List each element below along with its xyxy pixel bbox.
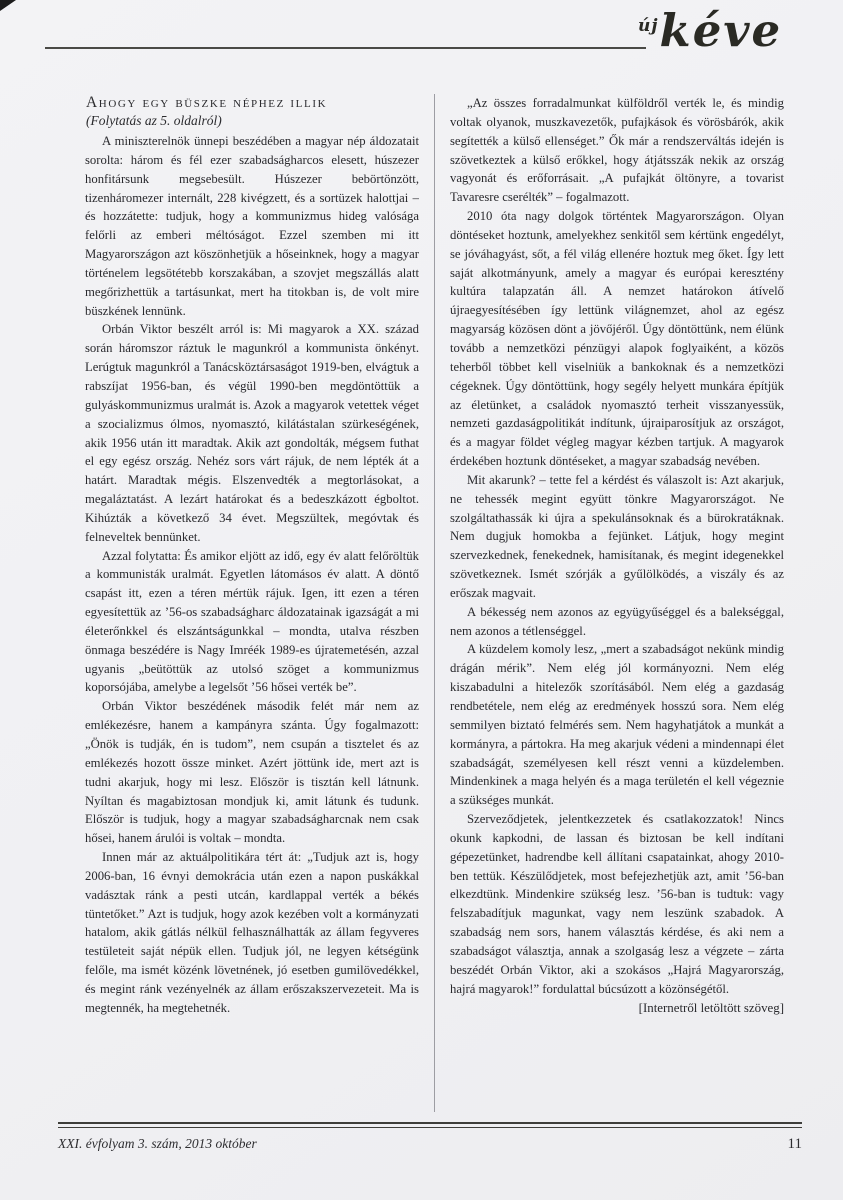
left-column	[85, 94, 419, 1112]
issue-info: XXI. évfolyam 3. szám, 2013 október	[58, 1136, 257, 1151]
article-body	[85, 94, 785, 1112]
magazine-logo	[638, 4, 783, 57]
footer-double-rule	[58, 1122, 802, 1128]
paragraph: Azzal folytatta: És amikor eljött az idő, egy év alatt felőröltük a kommunisták uralmát. Egyetlen látomásos év alatt. A döntő csapást itt, ezen a téren mértük rájuk. Igen, itt ezen a téren egyesítettük az ’56-os szabadságharc áldozatainak igazságát a mi életerőnkkel és elszántságunkkal – mondta, utalva részben önmaga beszédére is Nagy Imréék 1989-es újratemetésén, azzal ugyanis „beütöttük az utolsó szöget a kommunizmus koporsójába, amelybe a legelsőt ’56 hősei verték be”.	[85, 548, 419, 695]
right-column	[450, 94, 784, 1112]
scan-corner-artifact	[0, 0, 16, 11]
masthead-rule	[45, 47, 646, 49]
paragraph: 2010 óta nagy dolgok történtek Magyarországon. Olyan döntéseket hoztunk, amelyekhez senkitől sem kértünk engedélyt, se jóváhagyást, sőt, a fél világ ellenére hoztuk meg őket. Így lett saját alkotmányunk, amely a magyar és európai keresztény kultúra talapzatán áll. A nemzet határokon átívelő újraegyesítésében így lettünk világnemzet, ahol az egész magyarság közösen dönt a jövőjéről. Úgy döntöttünk, nem élünk tovább a nemzetközi pénzügyi alapok foglyaiként, a közös teherből többet kell viselniük a bankoknak és a nemzetközi cégeknek. Úgy döntöttünk, hogy segély helyett munkára építjük az életünket, a családok nyomasztó terheit visszanyessük, nemzeti gazdaságpolitikát indítunk, újraiparosítjuk az országot, és a magyar földet végleg magyar kézben tartjuk. A magyarok érdekében hoztunk döntéseket, a magyar szabadság nevében.	[450, 209, 784, 469]
paragraph: Orbán Viktor beszélt arról is: Mi magyarok a XX. század során háromszor ráztuk le magunkról a kommunista önkényt. Lerúgtuk magunkról a Tanácsköztársaságot 1919-ben, elvágtuk a rabszíjat 1956-ban, és végül 1990-ben megdöntöttük a gulyáskommunizmus uralmát is. Azok a magyarok vetettek véget a szocializmus ólmos, nyomasztó, kilátástalan szürkeségének, akik 1956 után itt maradtak. Akik azt gondolták, mégsem futhat el egy egész ország. Nehéz sors várt rájuk, de nem lépték át a határt. Maradtak mégis. Elszenvedték a megtorlásokat, a megaláztatást. A lezárt határokat és a bedeszkázott égboltot. Kihúzták a következő 34 évet. Megszültek, megóvtak és felneveltek bennünket.	[85, 322, 419, 544]
paragraph: Szerveződjetek, jelentkezzetek és csatlakozzatok! Nincs okunk kapkodni, de lassan és biztosan be kell indítani gépezetünket, hadrendbe kell állítani csapatainkat, ahogy 2010-ben tettük. Készülődjetek, most befejezhetjük azt, amit ’56-ban elkezdtünk. Mindenkire szükség lesz. ’56-ban is tudtuk: vagy felszabadítjuk magunkat, vagy nem leszünk szabadok. A szabadság nem sors, hanem választás kérdése, és aki nem a szabadságot választja, annak a szolgaság lesz a végzete – zárta beszédét Orbán Viktor, aki a szokásos „Hajrá Magyarország, hajrá magyarok!” fordulattal búcsúzott a közönségétől.	[450, 812, 784, 996]
paragraph: Mit akarunk? – tette fel a kérdést és válaszolt is: Azt akarjuk, ne tehessék megint együtt tönkre Magyarországot. Ne szolgáltathassák ki újra a spekulánsoknak és a bürokratáknak. Nem dugjuk homokba a fejünket. Látjuk, hogy megint szervezkednek, fenekednek, hamisítanak, és megint idegenekkel szövetkeznek. Ismét szórják a gyűlölködés, a viszály és az erőszak magvait.	[450, 472, 784, 600]
source-credit: [Internetről letöltött szöveg]	[638, 1000, 784, 1015]
paragraph: Innen már az aktuálpolitikára tért át: „Tudjuk azt is, hogy 2006-ban, 16 évnyi demokrácia után ezen a napon puskákkal vadásztak ránk a pesti utcán, kardlappal verték a békés tüntetőket.” Azt is tudjuk, hogy azok kezében volt a kormányzati hatalom, akik gátlás nélkül felhasználhatták az állam fegyveres testületeit saját népük ellen. Tudjuk jól, ne legyen kétségünk felőle, ma ismét közénk lövetnének, jó esetben gumilövedékkel, és megint ránk vezényelnék az állam erőszakszervezeteit. Ma is megtennék, ha megtehetnék.	[85, 850, 419, 1015]
page-number: 11	[787, 1136, 802, 1152]
logo-prefix-text: új	[638, 16, 659, 36]
paragraph: A miniszterelnök ünnepi beszédében a magyar nép áldozatait sorolta: három és fél ezer szabadságharcos elesett, húszezer honfitársunk megsebesült. Húszezer bebörtönzött, tizenháromezer internált, 228 kivégzett, és a sortüzek halottjai – és hozzátette: tudjuk, hogy a kommunizmus hideg valósága felőrli az emberi méltóságot. Ezzel szemben mi itt Magyarországon azt köszönhetjük a hőseinknek, hogy a magyar történelem legsötétebb korszakában, a szovjet megszállás alatt megőrizhettük a tartásunkat, mert ha titokban is, de volt mire büszkének lennünk.	[85, 134, 419, 318]
paragraph: A békesség nem azonos az együgyűséggel és a balekséggal, nem azonos a tétlenséggel.	[450, 604, 784, 638]
column-divider-rule	[434, 94, 435, 1112]
paragraph: „Az összes forradalmunkat külföldről verték le, és mindig voltak olyanok, muszkavezetők, pufajkások és vörösbárók, akik segítették a külső ellenséget.” Ők már a rendszerváltás idején is szövetkeztek a külső erőkkel, hogy átjátsszák nekik az ország vagyonát és erőforrásait. „A pufajkát öltönyre, a tovarist Tavaresre cserélték” – fogalmazott.	[450, 96, 784, 205]
continuation-note: (Folytatás az 5. oldalról)	[86, 113, 222, 128]
footer-row	[58, 1136, 802, 1153]
logo-main-text: kéve	[659, 4, 783, 57]
paragraph: A küzdelem komoly lesz, „mert a szabadságot nekünk mindig drágán mérik”. Nem elég jól kormányozni. Nem elég kiszabadulni a hitelezők szorításából. Nem elég a gazdaság rendbetétele, nem elég az eredmények hosszú sora. Nem elég semmilyen biztató felmérés sem. Nem hagyhatjátok a munkát a kormányra, a pártokra. Ha meg akarjuk védeni a mindennapi élet szabadságát, személyesen kell részt venni a küzdelemben. Mindenkinek a maga helyén és a maga területén el kell végeznie a szükséges munkát.	[450, 642, 784, 808]
paragraph: Orbán Viktor beszédének második felét már nem az emlékezésre, hanem a kampányra szánta. Úgy fogalmazott: „Önök is tudják, én is tudom”, nem csupán a tisztelet és az emlékezés hozott össze minket. Azért jöttünk ide, mert azt is tudni akarjuk, hogy mi lesz. Először is tisztán kell látnunk. Nyíltan és magabiztosan mondjuk ki, amit látunk és tudunk. Először is tudjuk, hogy a magyar szabadságharcnak nem csak hősei, hanem árulói is voltak – mondta.	[85, 699, 419, 846]
article-title: Ahogy egy büszke néphez illik	[86, 94, 328, 111]
